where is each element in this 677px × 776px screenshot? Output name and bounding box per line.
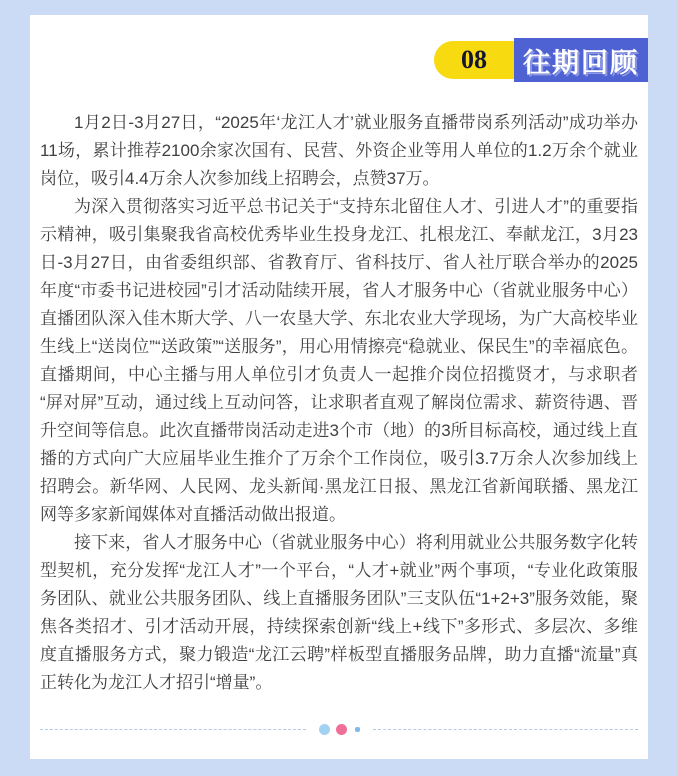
article-paragraph: 接下来，省人才服务中心（省就业服务中心）将利用就业公共服务数字化转型契机，充分发挥“龙江人才”一个平台，“人才+就业”两个事项，“专业化政策服务团队、就业公共服务团队、线上直播服务团队”三支队伍“1+2+3”服务效能，聚焦各类招才、引才活动开展，持续探索创新“线上+线下”多形式、多层次、多维度直播服务方式，聚力锻造“龙江云聘”样板型直播服务品牌，助力直播“流量”真正转化为龙江人才招引“增量”。	[40, 533, 638, 692]
section-divider	[40, 723, 638, 735]
divider-dot-small-icon	[355, 727, 360, 732]
article-card	[30, 15, 648, 759]
section-number: 08	[461, 45, 487, 74]
divider-dot-blue-icon	[319, 724, 330, 735]
section-title: 往期回顾	[523, 47, 639, 78]
divider-dash-right	[373, 729, 639, 730]
divider-dash-left	[40, 729, 306, 730]
article-body	[40, 109, 638, 697]
section-header	[40, 38, 648, 82]
article-paragraph: 为深入贯彻落实习近平总书记关于“支持东北留住人才、引进人才”的重要指示精神，吸引集聚我省高校优秀毕业生投身龙江、扎根龙江、奉献龙江，3月23日-3月27日，由省委组织部、省教育厅、省科技厅、省人社厅联合举办的2025年度“市委书记进校园”引才活动陆续开展，省人才服务中心（省就业服务中心）直播团队深入佳木斯大学、八一农垦大学、东北农业大学现场，为广大高校毕业生线上“送岗位”“送政策”“送服务”，用心用情擦亮“稳就业、保民生”的幸福底色。直播期间，中心主播与用人单位引才负责人一起推介岗位招揽贤才，与求职者“屏对屏”互动，通过线上互动问答，让求职者直观了解岗位需求、薪资待遇、晋升空间等信息。此次直播带岗活动走进3个市（地）的3所目标高校，通过线上直播的方式向广大应届毕业生推介了万余个工作岗位，吸引3.7万余人次参加线上招聘会。新华网、人民网、龙头新闻·黑龙江日报、黑龙江省新闻联播、黑龙江网等多家新闻媒体对直播活动做出报道。	[40, 197, 638, 524]
section-title-bar	[514, 38, 648, 82]
divider-dot-pink-icon	[336, 724, 347, 735]
article-paragraph: 1月2日-3月27日，“2025年‘龙江人才’就业服务直播带岗系列活动”成功举办11场，累计推荐2100余家次国有、民营、外资企业等用人单位的1.2万余个就业岗位，吸引4.4万余人次参加线上招聘会，点赞37万。	[40, 113, 638, 188]
section-number-badge	[434, 41, 514, 79]
